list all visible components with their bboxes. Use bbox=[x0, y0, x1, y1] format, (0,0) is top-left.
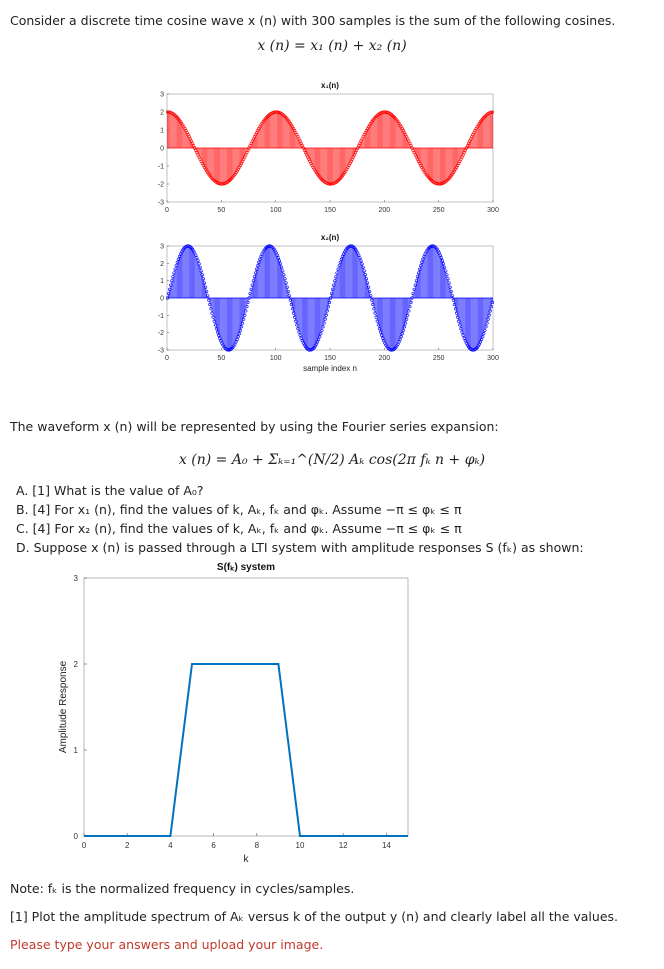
plot-box bbox=[84, 578, 408, 836]
x-tick-label: 250 bbox=[432, 207, 445, 214]
question-c: C. [4] For x₂ (n), find the values of k, Aₖ, fₖ and φₖ. Assume −π ≤ φₖ ≤ π bbox=[16, 521, 462, 536]
x-tick-label: 6 bbox=[211, 841, 216, 850]
question-b: B. [4] For x₁ (n), find the values of k, Aₖ, fₖ and φₖ. Assume −π ≤ φₖ ≤ π bbox=[16, 502, 462, 517]
fourier-intro: The waveform x (n) will be represented by using the Fourier series expansion: bbox=[10, 419, 499, 434]
y-tick-label: -2 bbox=[157, 330, 164, 338]
x-tick-label: 200 bbox=[378, 207, 391, 214]
x-tick-label: 8 bbox=[254, 841, 260, 850]
chart-title: S(fₖ) system bbox=[216, 562, 276, 573]
x-tick-label: 14 bbox=[381, 841, 391, 850]
plot-title: x₂(n) bbox=[320, 233, 340, 242]
x-tick-label: 150 bbox=[324, 207, 336, 214]
y-tick-label: 2 bbox=[160, 260, 164, 268]
y-tick-label: 3 bbox=[160, 91, 164, 99]
instruction-text: Please type your answers and upload your image. bbox=[10, 937, 324, 952]
x-tick-label: 50 bbox=[217, 355, 226, 362]
x-tick-label: 100 bbox=[269, 355, 282, 362]
y-tick-label: 2 bbox=[73, 660, 78, 669]
sum-equation: x (n) = x₁ (n) + x₂ (n) bbox=[257, 38, 407, 54]
y-tick-label: -3 bbox=[157, 347, 164, 355]
y-tick-label: 0 bbox=[160, 295, 164, 303]
x-tick-label: 300 bbox=[487, 207, 499, 214]
plot-system-response bbox=[0, 554, 664, 872]
x-tick-label: 0 bbox=[165, 207, 169, 214]
y-tick-label: 3 bbox=[73, 574, 78, 583]
y-tick-label: 0 bbox=[160, 145, 164, 153]
y-tick-label: 2 bbox=[160, 109, 164, 117]
plot-x2 bbox=[0, 222, 664, 382]
y-tick-label: -3 bbox=[157, 199, 164, 207]
y-tick-label: -1 bbox=[157, 163, 164, 171]
question-d: D. Suppose x (n) is passed through a LTI system with amplitude responses S (fₖ) as shown: bbox=[16, 540, 584, 555]
x-tick-label: 200 bbox=[378, 355, 391, 362]
y-tick-label: -1 bbox=[157, 312, 164, 320]
y-tick-label: 1 bbox=[160, 127, 164, 135]
note-text: Note: fₖ is the normalized frequency in cycles/samples. bbox=[10, 881, 355, 896]
x-axis-label: sample index n bbox=[303, 364, 357, 373]
x-tick-label: 0 bbox=[81, 841, 87, 850]
x-tick-label: 250 bbox=[432, 355, 445, 362]
plot-x1 bbox=[0, 70, 664, 220]
x-tick-label: 300 bbox=[487, 355, 499, 362]
x-tick-label: 2 bbox=[124, 841, 130, 850]
response-line bbox=[84, 664, 408, 836]
x-tick-label: 0 bbox=[165, 355, 169, 362]
task-text: [1] Plot the amplitude spectrum of Aₖ versus k of the output y (n) and clearly label all the values. bbox=[10, 909, 618, 924]
y-tick-label: 1 bbox=[160, 278, 164, 286]
plot-title: x₁(n) bbox=[321, 81, 339, 90]
y-axis-label: Amplitude Response bbox=[58, 660, 69, 754]
x-tick-label: 100 bbox=[269, 207, 282, 214]
x-tick-label: 10 bbox=[295, 841, 305, 850]
x-axis-label: k bbox=[243, 854, 249, 865]
x-tick-label: 12 bbox=[338, 841, 348, 850]
y-tick-label: 1 bbox=[73, 746, 78, 755]
x-tick-label: 150 bbox=[324, 355, 336, 362]
fourier-equation: x (n) = A₀ + Σₖ₌₁^(N/2) Aₖ cos(2π fₖ n + φₖ) bbox=[178, 452, 486, 468]
y-tick-label: 3 bbox=[160, 243, 164, 251]
x-tick-label: 50 bbox=[217, 207, 226, 214]
question-a: A. [1] What is the value of A₀? bbox=[16, 483, 204, 498]
x-tick-label: 4 bbox=[168, 841, 173, 850]
y-tick-label: 0 bbox=[73, 832, 78, 841]
intro-text: Consider a discrete time cosine wave x (n) with 300 samples is the sum of the following cosines. bbox=[10, 13, 616, 28]
y-tick-label: -2 bbox=[157, 181, 164, 189]
